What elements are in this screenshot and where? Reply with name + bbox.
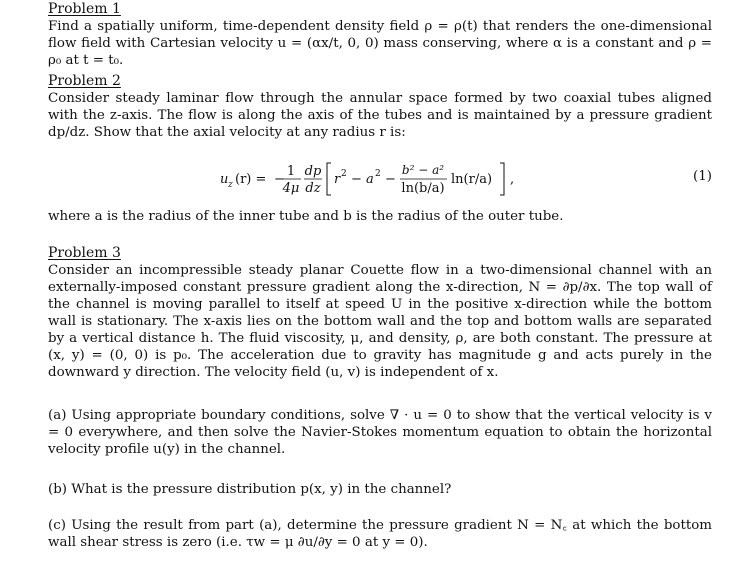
problem-2-heading: Problem 2 bbox=[48, 73, 121, 89]
eq-a2-exp: 2 bbox=[375, 169, 381, 179]
problem-1-text: Find a spatially uniform, time-dependent density field ρ = ρ(t) that renders the one-dimensional flow field with Cartesian velocity u = (αx/t, 0, 0) mass conserving, where α is a constant and ρ = ρ₀ at t = t₀. bbox=[48, 19, 712, 68]
eq-log-term: ln(r/a) bbox=[451, 172, 493, 187]
eq-frac3-den: ln(b/a) bbox=[401, 181, 445, 196]
eq-trailing-comma: , bbox=[510, 172, 515, 187]
part-b-text: (b) What is the pressure distribution p(x, y) in the channel? bbox=[48, 482, 452, 497]
problem-2 bbox=[48, 73, 712, 141]
eq-frac3-num: b² − a² bbox=[401, 163, 445, 177]
problem-1 bbox=[48, 1, 712, 69]
problem-3-heading: Problem 3 bbox=[48, 245, 121, 261]
eq-lhs-sub: z bbox=[228, 180, 233, 190]
eq-frac1-den: 4μ bbox=[282, 181, 300, 196]
eq-frac2-num: dp bbox=[304, 164, 322, 179]
equation-row bbox=[48, 157, 712, 199]
eq-lhs-arg: (r) = bbox=[235, 172, 267, 187]
problem-3-part-c bbox=[48, 517, 712, 551]
eq-minus: − bbox=[274, 172, 285, 187]
eq-right-bracket bbox=[500, 163, 504, 195]
problem-1-heading: Problem 1 bbox=[48, 1, 121, 17]
eq-r2-exp: 2 bbox=[341, 169, 347, 179]
velocity-equation bbox=[218, 157, 538, 199]
problem-3-part-a bbox=[48, 407, 712, 458]
equation-number: (1) bbox=[693, 169, 712, 184]
eq-frac2-den: dz bbox=[305, 181, 321, 196]
eq-r2: r bbox=[334, 172, 341, 187]
problem-3-part-b bbox=[48, 481, 712, 498]
problem-2-text: Consider steady laminar flow through the annular space formed by two coaxial tubes aligned with the z-axis. The flow is along the axis of the tubes and is maintained by a pressure gradient dp/dz. Show that the axial velocity at any radius r is: bbox=[48, 91, 712, 140]
eq-lhs: u bbox=[220, 172, 229, 187]
eq-minus-a2: − a bbox=[351, 172, 374, 187]
part-c-text: (c) Using the result from part (a), determine the pressure gradient N = N꜀ at which the bottom wall shear stress is zero (i.e. τw = μ ∂u/∂y = 0 at y = 0). bbox=[48, 518, 712, 550]
problem-2-after bbox=[48, 208, 712, 225]
part-a-text: (a) Using appropriate boundary conditions, solve ∇ · u = 0 to show that the vertical velocity is v = 0 everywhere, and then solve the Navier-Stokes momentum equation to obtain the horizontal velocity profile u(y) in the channel. bbox=[48, 408, 712, 457]
eq-left-bracket bbox=[327, 163, 331, 195]
problem-3 bbox=[48, 245, 712, 381]
eq-minus-2: − bbox=[385, 172, 396, 187]
eq-frac1-num: 1 bbox=[286, 164, 296, 179]
problem-3-text: Consider an incompressible steady planar Couette flow in a two-dimensional channel with an externally-imposed constant pressure gradient along the x-direction, N = ∂p/∂x. The top wall of the channel is moving parallel to itself at speed U in the positive x-direction while the bottom wall is stationary. The x-axis lies on the bottom wall and the top and bottom walls are separated by a vertical distance h. The fluid viscosity, μ, and density, ρ, are both constant. The pressure at (x, y) = (0, 0) is p₀. The acceleration due to gravity has magnitude g and acts purely in the downward y direction. The velocity field (u, v) is independent of x. bbox=[48, 263, 712, 380]
problem-2-after-text: where a is the radius of the inner tube and b is the radius of the outer tube. bbox=[48, 209, 564, 224]
